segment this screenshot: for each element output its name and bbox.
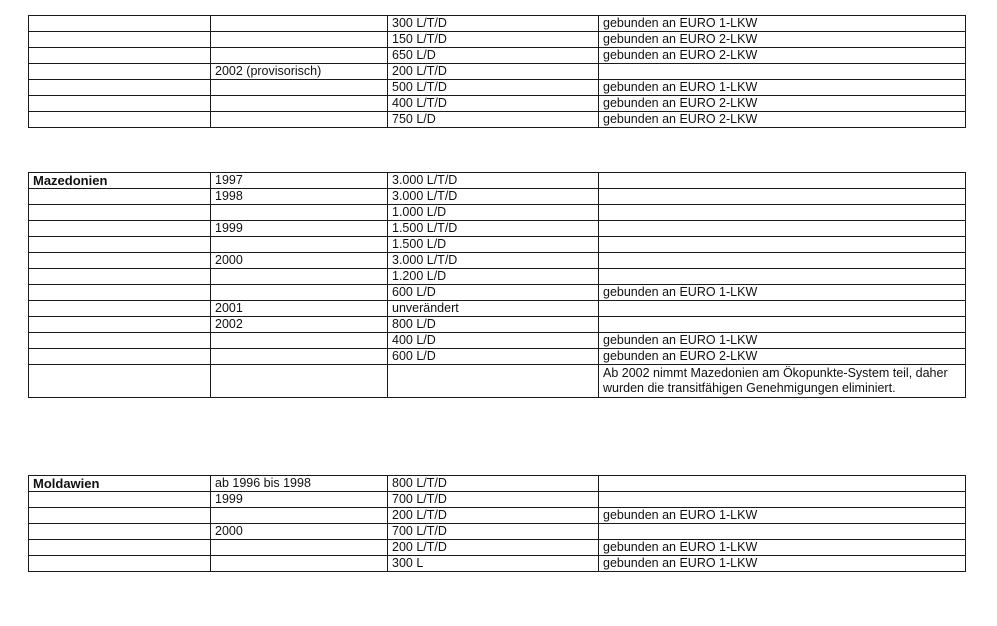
country-cell xyxy=(29,237,211,253)
year-cell xyxy=(211,16,388,32)
year-cell: 2002 xyxy=(211,317,388,333)
year-cell: 2002 (provisorisch) xyxy=(211,64,388,80)
country-cell: Moldawien xyxy=(29,476,211,492)
country-cell xyxy=(29,32,211,48)
country-cell xyxy=(29,556,211,572)
quota-cell: 300 L/T/D xyxy=(388,16,599,32)
table-row xyxy=(29,205,966,221)
year-cell xyxy=(211,285,388,301)
quota-cell: 1.000 L/D xyxy=(388,205,599,221)
quota-cell: 3.000 L/T/D xyxy=(388,173,599,189)
note-cell: gebunden an EURO 1-LKW xyxy=(599,285,966,301)
quota-cell: 650 L/D xyxy=(388,48,599,64)
quota-cell: 600 L/D xyxy=(388,285,599,301)
quota-cell: 800 L/T/D xyxy=(388,476,599,492)
country-cell xyxy=(29,221,211,237)
quota-cell: 3.000 L/T/D xyxy=(388,189,599,205)
note-cell: gebunden an EURO 2-LKW xyxy=(599,112,966,128)
year-cell xyxy=(211,333,388,349)
year-cell xyxy=(211,556,388,572)
year-cell xyxy=(211,96,388,112)
table-row xyxy=(29,508,966,524)
year-cell xyxy=(211,269,388,285)
year-cell: ab 1996 bis 1998 xyxy=(211,476,388,492)
note-cell xyxy=(599,492,966,508)
note-cell: gebunden an EURO 1-LKW xyxy=(599,333,966,349)
note-cell xyxy=(599,205,966,221)
note-cell xyxy=(599,317,966,333)
country-cell xyxy=(29,112,211,128)
table-row xyxy=(29,253,966,269)
year-cell: 2000 xyxy=(211,253,388,269)
table-row xyxy=(29,476,966,492)
country-cell xyxy=(29,64,211,80)
table-row xyxy=(29,221,966,237)
quota-cell: 500 L/T/D xyxy=(388,80,599,96)
note-cell: gebunden an EURO 2-LKW xyxy=(599,349,966,365)
note-cell: gebunden an EURO 1-LKW xyxy=(599,508,966,524)
note-cell: Ab 2002 nimmt Mazedonien am Ökopunkte-System teil, daher wurden die transitfähigen Genehmigungen eliminiert. xyxy=(599,365,966,398)
year-cell: 1999 xyxy=(211,492,388,508)
note-cell xyxy=(599,173,966,189)
table-row xyxy=(29,301,966,317)
note-cell: gebunden an EURO 1-LKW xyxy=(599,80,966,96)
table-row xyxy=(29,173,966,189)
quota-cell: 200 L/T/D xyxy=(388,540,599,556)
table-row xyxy=(29,349,966,365)
country-cell xyxy=(29,48,211,64)
quota-cell: 800 L/D xyxy=(388,317,599,333)
note-cell xyxy=(599,301,966,317)
table-row xyxy=(29,80,966,96)
country-cell xyxy=(29,96,211,112)
table-row xyxy=(29,492,966,508)
note-cell xyxy=(599,524,966,540)
note-cell xyxy=(599,237,966,253)
country-cell xyxy=(29,285,211,301)
table-row xyxy=(29,32,966,48)
country-cell xyxy=(29,253,211,269)
country-cell xyxy=(29,301,211,317)
quota-cell: 1.500 L/D xyxy=(388,237,599,253)
table-body xyxy=(29,173,966,398)
country-cell xyxy=(29,205,211,221)
year-cell xyxy=(211,205,388,221)
note-cell xyxy=(599,221,966,237)
table-row xyxy=(29,556,966,572)
note-cell: gebunden an EURO 1-LKW xyxy=(599,556,966,572)
table-row xyxy=(29,269,966,285)
table-body xyxy=(29,16,966,128)
quota-cell: 700 L/T/D xyxy=(388,524,599,540)
note-cell xyxy=(599,476,966,492)
quota-cell: 1.200 L/D xyxy=(388,269,599,285)
quota-cell: 400 L/D xyxy=(388,333,599,349)
quota-cell: 200 L/T/D xyxy=(388,508,599,524)
note-cell xyxy=(599,64,966,80)
table-body xyxy=(29,476,966,572)
year-cell xyxy=(211,349,388,365)
table-row xyxy=(29,285,966,301)
table-row xyxy=(29,333,966,349)
note-cell: gebunden an EURO 1-LKW xyxy=(599,16,966,32)
year-cell xyxy=(211,32,388,48)
year-cell xyxy=(211,508,388,524)
table-mazedonien xyxy=(28,172,966,398)
year-cell: 2001 xyxy=(211,301,388,317)
country-cell xyxy=(29,317,211,333)
year-cell: 1997 xyxy=(211,173,388,189)
table-row xyxy=(29,16,966,32)
country-cell xyxy=(29,16,211,32)
country-cell: Mazedonien xyxy=(29,173,211,189)
year-cell: 1998 xyxy=(211,189,388,205)
quota-cell: 750 L/D xyxy=(388,112,599,128)
table-moldawien xyxy=(28,475,966,572)
country-cell xyxy=(29,540,211,556)
country-cell xyxy=(29,492,211,508)
note-cell xyxy=(599,269,966,285)
country-cell xyxy=(29,333,211,349)
quota-cell: 400 L/T/D xyxy=(388,96,599,112)
country-cell xyxy=(29,189,211,205)
country-cell xyxy=(29,365,211,398)
quota-cell xyxy=(388,365,599,398)
table-row xyxy=(29,365,966,398)
country-cell xyxy=(29,349,211,365)
table-continuation xyxy=(28,15,966,128)
country-cell xyxy=(29,80,211,96)
note-cell: gebunden an EURO 1-LKW xyxy=(599,540,966,556)
country-cell xyxy=(29,269,211,285)
quota-cell: 200 L/T/D xyxy=(388,64,599,80)
quota-cell: 3.000 L/T/D xyxy=(388,253,599,269)
country-cell xyxy=(29,524,211,540)
quota-cell: 150 L/T/D xyxy=(388,32,599,48)
note-cell: gebunden an EURO 2-LKW xyxy=(599,96,966,112)
quota-cell: 700 L/T/D xyxy=(388,492,599,508)
year-cell xyxy=(211,112,388,128)
table-row xyxy=(29,540,966,556)
note-cell xyxy=(599,253,966,269)
quota-cell: 1.500 L/T/D xyxy=(388,221,599,237)
table-row xyxy=(29,96,966,112)
year-cell xyxy=(211,48,388,64)
note-cell xyxy=(599,189,966,205)
year-cell: 1999 xyxy=(211,221,388,237)
quota-cell: unverändert xyxy=(388,301,599,317)
note-cell: gebunden an EURO 2-LKW xyxy=(599,32,966,48)
year-cell xyxy=(211,80,388,96)
quota-cell: 600 L/D xyxy=(388,349,599,365)
country-cell xyxy=(29,508,211,524)
table-row xyxy=(29,64,966,80)
table-row xyxy=(29,48,966,64)
table-row xyxy=(29,237,966,253)
table-row xyxy=(29,189,966,205)
note-cell: gebunden an EURO 2-LKW xyxy=(599,48,966,64)
year-cell: 2000 xyxy=(211,524,388,540)
year-cell xyxy=(211,540,388,556)
year-cell xyxy=(211,237,388,253)
quota-cell: 300 L xyxy=(388,556,599,572)
year-cell xyxy=(211,365,388,398)
table-row xyxy=(29,524,966,540)
table-row xyxy=(29,317,966,333)
table-row xyxy=(29,112,966,128)
